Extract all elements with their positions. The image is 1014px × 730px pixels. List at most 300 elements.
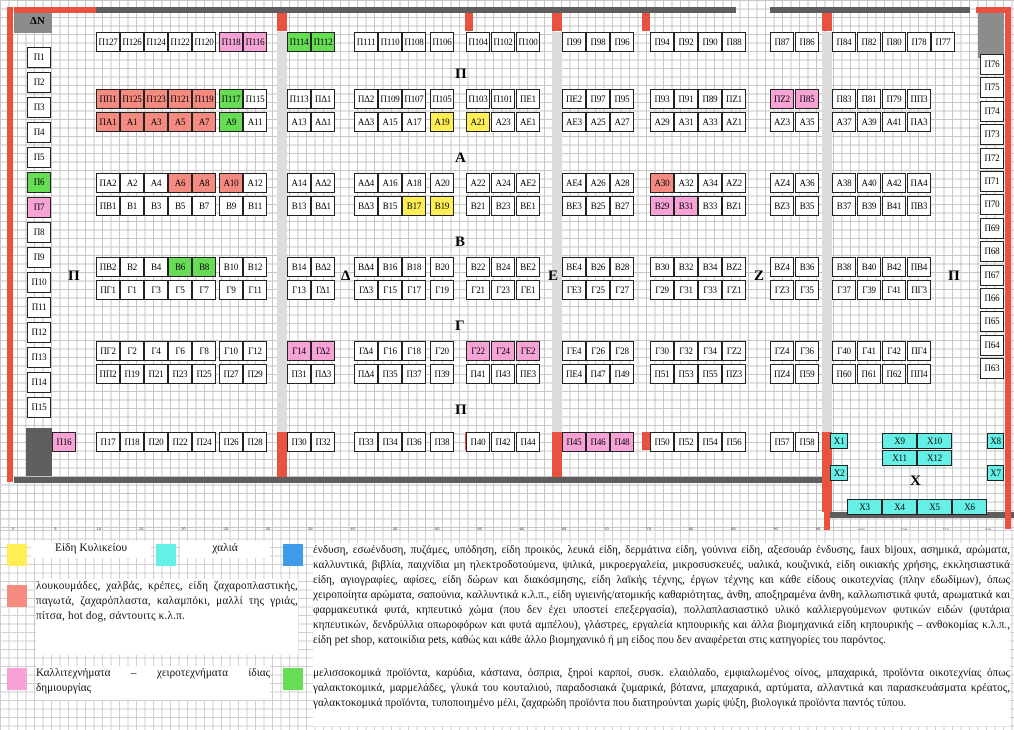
stall-Π27: Π27: [219, 364, 243, 384]
stall-Π38: Π38: [430, 432, 454, 452]
stall-Α11: Α11: [243, 112, 267, 132]
red-post-4: [552, 432, 562, 477]
stall-Β40: Β40: [857, 257, 881, 277]
stall-ΓΖ1: ΓΖ1: [722, 280, 746, 300]
ruler-tick-30: 30: [265, 526, 271, 530]
stall-Π45: Π45: [562, 432, 586, 452]
ruler-tick-70: 70: [604, 526, 609, 530]
stall-Π124: Π124: [144, 32, 168, 52]
stall-Π77: Π77: [931, 32, 955, 52]
stall-Π62: Π62: [882, 364, 906, 384]
stall-Β20: Β20: [430, 257, 454, 277]
stall-Π105: Π105: [430, 89, 454, 109]
stall-Β10: Β10: [219, 257, 243, 277]
stall-ΠΔ3: ΠΔ3: [311, 364, 335, 384]
stall-Α9: Α9: [219, 112, 243, 132]
stall-Χ12: Χ12: [917, 450, 952, 466]
stall-Α17: Α17: [402, 112, 426, 132]
stall-Π34: Π34: [378, 432, 402, 452]
stall-ΓΔ2: ΓΔ2: [311, 341, 335, 361]
stall-Α12: Α12: [243, 173, 267, 193]
stall-ΓΕ3: ΓΕ3: [562, 280, 586, 300]
stall-Β26: Β26: [586, 257, 610, 277]
stall-Π3: Π3: [27, 97, 51, 118]
stall-Γ33: Γ33: [698, 280, 722, 300]
stall-Π82: Π82: [857, 32, 881, 52]
stall-ΑΕ4: ΑΕ4: [562, 173, 586, 193]
stall-Π122: Π122: [168, 32, 192, 52]
stall-Π2: Π2: [27, 72, 51, 93]
stall-Χ2: Χ2: [830, 465, 848, 481]
stall-Π44: Π44: [516, 432, 540, 452]
top-fence: [96, 7, 736, 13]
legend-label-canteen: Είδη Κυλικείου: [31, 541, 151, 558]
stall-ΠΠ3: ΠΠ3: [907, 89, 931, 109]
stall-Γ5: Γ5: [168, 280, 192, 300]
stall-Γ10: Γ10: [219, 341, 243, 361]
stall-Γ23: Γ23: [491, 280, 515, 300]
stall-Π1: Π1: [27, 47, 51, 68]
stall-Β13: Β13: [287, 196, 311, 216]
bottom-wall-right: [824, 512, 830, 530]
stall-ΠΓ3: ΠΓ3: [907, 280, 931, 300]
stall-Π87: Π87: [770, 32, 794, 52]
stall-Π74: Π74: [980, 101, 1004, 122]
stall-ΠΖ1: ΠΖ1: [722, 89, 746, 109]
ruler-tick-60: 60: [519, 526, 525, 530]
stall-ΑΖ1: ΑΖ1: [722, 112, 746, 132]
stall-Π83: Π83: [832, 89, 856, 109]
ruler-tick-80: 80: [688, 526, 694, 530]
stall-Β3: Β3: [144, 196, 168, 216]
stall-Β34: Β34: [698, 257, 722, 277]
bottom-fence: [14, 477, 824, 483]
stall-Γ41: Γ41: [882, 280, 906, 300]
stall-Π114: Π114: [287, 32, 311, 52]
stall-ΠΒ1: ΠΒ1: [96, 196, 120, 216]
stall-Α37: Α37: [832, 112, 856, 132]
ruler-tick-90: 90: [773, 526, 778, 530]
stall-ΓΖ2: ΓΖ2: [722, 341, 746, 361]
stall-Π51: Π51: [650, 364, 674, 384]
stall-Π115: Π115: [243, 89, 267, 109]
stall-Π31: Π31: [287, 364, 311, 384]
stall-Π103: Π103: [466, 89, 490, 109]
stall-Α25: Α25: [586, 112, 610, 132]
stall-Γ21: Γ21: [466, 280, 490, 300]
stall-Α5: Α5: [168, 112, 192, 132]
stall-Π73: Π73: [980, 124, 1004, 145]
stall-Α34: Α34: [698, 173, 722, 193]
stall-ΑΔ3: ΑΔ3: [354, 112, 378, 132]
stall-Γ6: Γ6: [168, 341, 192, 361]
stall-Π89: Π89: [698, 89, 722, 109]
stall-Γ7: Γ7: [192, 280, 216, 300]
legend-swatch-yellow: [7, 544, 27, 566]
stall-ΑΕ2: ΑΕ2: [516, 173, 540, 193]
stall-Α3: Α3: [144, 112, 168, 132]
stall-ΒΖ3: ΒΖ3: [770, 196, 794, 216]
stall-Γ4: Γ4: [144, 341, 168, 361]
stall-Π36: Π36: [402, 432, 426, 452]
stall-ΓΔ1: ΓΔ1: [311, 280, 335, 300]
ruler-tick-0: 0: [12, 526, 15, 530]
stall-Α10: Α10: [219, 173, 243, 193]
stall-Π107: Π107: [402, 89, 426, 109]
section-label-b: Β: [455, 234, 466, 250]
legend-text-local-products: μελισσοκομικά προϊόντα, καρύδια, κάστανα, όσπρια, ξηροί καρποί, συσκ. ελαιόλαδο, εμφιαλωμένος οίνος, μπαχαρικά, προϊόντα οικοτεχνίας όπως γαλακτοκομικά, μαρμελάδες, γλυκά του κουταλιού, παραδοσιακά ζυμαρικά, βότανα, μπαχαρικά, αρτύματα, αλλαντικά και παρασκευάσματα κρέατος, γαλακτοκομικά προϊόντα, τυποποιημένο μέλι, ζαχαρώδη προϊόντα που διατηρούνται χωρίς ψύξη, βιολογικά προϊόντα παντός τύπου.: [313, 666, 1010, 726]
stall-Π4: Π4: [27, 122, 51, 143]
stall-ΒΕ2: ΒΕ2: [516, 257, 540, 277]
stall-Π26: Π26: [219, 432, 243, 452]
stall-ΑΔ1: ΑΔ1: [311, 112, 335, 132]
stall-Γ13: Γ13: [287, 280, 311, 300]
stall-Π85: Π85: [795, 89, 819, 109]
ruler-tick-15: 15: [138, 526, 144, 530]
stall-Β7: Β7: [192, 196, 216, 216]
stall-Α16: Α16: [378, 173, 402, 193]
stall-Γ31: Γ31: [674, 280, 698, 300]
stall-Α38: Α38: [832, 173, 856, 193]
stall-Γ1: Γ1: [120, 280, 144, 300]
stall-Α18: Α18: [402, 173, 426, 193]
stall-Π108: Π108: [402, 32, 426, 52]
stall-Β14: Β14: [287, 257, 311, 277]
stall-Π50: Π50: [650, 432, 674, 452]
stall-Β39: Β39: [857, 196, 881, 216]
stall-Π91: Π91: [674, 89, 698, 109]
stall-ΒΔ1: ΒΔ1: [311, 196, 335, 216]
ruler-tick-55: 55: [477, 526, 482, 530]
stall-Γ39: Γ39: [857, 280, 881, 300]
stall-ΠΕ2: ΠΕ2: [562, 89, 586, 109]
stall-ΠΕ1: ΠΕ1: [516, 89, 540, 109]
stall-Γ36: Γ36: [795, 341, 819, 361]
stall-Π64: Π64: [980, 335, 1004, 356]
stall-Β17: Β17: [402, 196, 426, 216]
stall-ΠΓ4: ΠΓ4: [907, 341, 931, 361]
stall-ΠΔ2: ΠΔ2: [354, 89, 378, 109]
stall-Γ2: Γ2: [120, 341, 144, 361]
stall-Π11: Π11: [27, 297, 51, 318]
stall-Π25: Π25: [192, 364, 216, 384]
stall-Π46: Π46: [586, 432, 610, 452]
stall-Β18: Β18: [402, 257, 426, 277]
ruler-tick-65: 65: [561, 526, 567, 530]
stall-Π55: Π55: [698, 364, 722, 384]
stall-Π69: Π69: [980, 218, 1004, 239]
stall-Π126: Π126: [120, 32, 144, 52]
stall-Α42: Α42: [882, 173, 906, 193]
stall-Β8: Β8: [192, 257, 216, 277]
ruler-tick-35: 35: [308, 526, 313, 530]
stall-Π121: Π121: [168, 89, 192, 109]
stall-Β33: Β33: [698, 196, 722, 216]
stall-Γ25: Γ25: [586, 280, 610, 300]
stall-Π39: Π39: [430, 364, 454, 384]
section-label-p-right: Π: [948, 268, 960, 284]
stall-Π75: Π75: [980, 77, 1004, 98]
stall-Π119: Π119: [192, 89, 216, 109]
stall-Π81: Π81: [857, 89, 881, 109]
stall-Π96: Π96: [610, 32, 634, 52]
stall-Α15: Α15: [378, 112, 402, 132]
stall-ΑΔ2: ΑΔ2: [311, 173, 335, 193]
stall-Γ28: Γ28: [610, 341, 634, 361]
stall-Π10: Π10: [27, 272, 51, 293]
stall-Α41: Α41: [882, 112, 906, 132]
stall-Π80: Π80: [882, 32, 906, 52]
stall-Γ34: Γ34: [698, 341, 722, 361]
stall-Β29: Β29: [650, 196, 674, 216]
stall-Π30: Π30: [287, 432, 311, 452]
stall-Π24: Π24: [192, 432, 216, 452]
stall-Π116: Π116: [243, 32, 267, 52]
stall-ΓΕ4: ΓΕ4: [562, 341, 586, 361]
stall-Π8: Π8: [27, 222, 51, 243]
stall-Π17: Π17: [96, 432, 120, 452]
stall-Π67: Π67: [980, 265, 1004, 286]
stall-Π53: Π53: [674, 364, 698, 384]
ruler-tick-10: 10: [96, 526, 102, 530]
stall-Π117: Π117: [219, 89, 243, 109]
stall-ΓΖ3: ΓΖ3: [770, 280, 794, 300]
stall-ΠΖ3: ΠΖ3: [722, 364, 746, 384]
stall-Α13: Α13: [287, 112, 311, 132]
stall-Π40: Π40: [466, 432, 490, 452]
stall-Π123: Π123: [144, 89, 168, 109]
stall-ΒΕ1: ΒΕ1: [516, 196, 540, 216]
stall-ΠΖ2: ΠΖ2: [770, 89, 794, 109]
stall-Π18: Π18: [120, 432, 144, 452]
stall-Γ19: Γ19: [430, 280, 454, 300]
section-label-d: Δ: [341, 268, 351, 284]
stall-Β21: Β21: [466, 196, 490, 216]
stall-Γ26: Γ26: [586, 341, 610, 361]
stall-Π14: Π14: [27, 372, 51, 393]
red-post-5: [822, 13, 832, 31]
stall-Π13: Π13: [27, 347, 51, 368]
stall-ΠΠ1: ΠΠ1: [96, 89, 120, 109]
stall-Β27: Β27: [610, 196, 634, 216]
stall-Π102: Π102: [491, 32, 515, 52]
stall-Π127: Π127: [96, 32, 120, 52]
stall-Γ22: Γ22: [466, 341, 490, 361]
stall-Α27: Α27: [610, 112, 634, 132]
stall-Π21: Π21: [144, 364, 168, 384]
stall-Α35: Α35: [795, 112, 819, 132]
stall-ΒΖ2: ΒΖ2: [722, 257, 746, 277]
stall-Β9: Β9: [219, 196, 243, 216]
stall-Π56: Π56: [722, 432, 746, 452]
legend-swatch-cyan: [156, 544, 176, 566]
stall-ΓΔ3: ΓΔ3: [354, 280, 378, 300]
stall-Π42: Π42: [491, 432, 515, 452]
stall-ΠΖ4: ΠΖ4: [770, 364, 794, 384]
stall-Β15: Β15: [378, 196, 402, 216]
stall-ΠΒ2: ΠΒ2: [96, 257, 120, 277]
stall-Γ24: Γ24: [491, 341, 515, 361]
stall-Π61: Π61: [857, 364, 881, 384]
stall-Γ3: Γ3: [144, 280, 168, 300]
stall-Π33: Π33: [354, 432, 378, 452]
stall-Γ30: Γ30: [650, 341, 674, 361]
stall-Χ3: Χ3: [847, 499, 882, 515]
stall-ΒΔ4: ΒΔ4: [354, 257, 378, 277]
stall-Π41: Π41: [466, 364, 490, 384]
stall-Χ11: Χ11: [882, 450, 917, 466]
stall-Π106: Π106: [430, 32, 454, 52]
stall-ΠΕ3: ΠΕ3: [516, 364, 540, 384]
ruler-tick-105: 105: [900, 527, 907, 530]
stall-Γ9: Γ9: [219, 280, 243, 300]
stall-ΠΠ2: ΠΠ2: [96, 364, 120, 384]
stall-ΑΖ3: ΑΖ3: [770, 112, 794, 132]
ruler-tick-75: 75: [646, 526, 651, 530]
aisle-column-3: [822, 32, 832, 477]
section-label-p-bottom: Π: [455, 402, 467, 418]
section-label-p-top: Π: [455, 66, 467, 82]
stall-Π54: Π54: [698, 432, 722, 452]
stall-Π70: Π70: [980, 194, 1004, 215]
stall-ΠΓ1: ΠΓ1: [96, 280, 120, 300]
stall-Α36: Α36: [795, 173, 819, 193]
stall-Π88: Π88: [722, 32, 746, 52]
stall-Γ8: Γ8: [192, 341, 216, 361]
stall-ΠΒ3: ΠΒ3: [907, 196, 931, 216]
left-wall: [7, 7, 13, 482]
stall-Β4: Β4: [144, 257, 168, 277]
stall-Π92: Π92: [674, 32, 698, 52]
stall-Χ10: Χ10: [917, 433, 952, 449]
stall-Χ5: Χ5: [917, 499, 952, 515]
stall-ΠΑ1: ΠΑ1: [96, 112, 120, 132]
stall-Χ9: Χ9: [882, 433, 917, 449]
ruler-tick-5: 5: [54, 526, 57, 530]
stall-Π16: Π16: [52, 432, 76, 452]
stall-Β38: Β38: [832, 257, 856, 277]
stall-Π111: Π111: [354, 32, 378, 52]
stall-Χ1: Χ1: [830, 433, 848, 449]
stall-Π9: Π9: [27, 247, 51, 268]
stall-ΒΕ3: ΒΕ3: [562, 196, 586, 216]
ruler-tick-100: 100: [858, 527, 865, 530]
red-post-9: [642, 13, 650, 31]
stall-Β35: Β35: [795, 196, 819, 216]
red-post-10: [642, 432, 650, 450]
stall-Γ20: Γ20: [430, 341, 454, 361]
stall-Γ14: Γ14: [287, 341, 311, 361]
stall-Α26: Α26: [586, 173, 610, 193]
stall-Π12: Π12: [27, 322, 51, 343]
stall-Α19: Α19: [430, 112, 454, 132]
legend-text-food: λουκουμάδες, χαλβάς, κρέπες, είδη ζαχαροπλαστικής, παγωτά, ζαχαρόπλαστα, καλαμπόκι, μαλλί της γριάς, πίτσα, hot dog, σάντουιτς κ.λ.π.: [36, 579, 298, 655]
stall-Β16: Β16: [378, 257, 402, 277]
red-post-1: [277, 13, 287, 31]
legend-text-general-goods: ένδυση, εσωένδυση, πυζάμες, υπόδηση, είδη προικός, λευκά είδη, δερμάτινα είδη, γούνινα είδη, αξεσουάρ ένδυσης, faux bijoux, ασημικά, αρώματα, καλλυντικά, βιβλία, παιχνίδια μη ηλεκτροδοτούμενα, ψιλικά, μικροεργαλεία, μικροσυσκευές, υαλικά, κουζινικά, είδη οικιακής χρήσης, εκκλησιαστικά είδη, αγιογραφίες, αφίσες, είδη δώρων και διακόσμησης, είδη λαϊκής τέχνης, έργων τέχνης και κάθε είδους οικοτεχνίας (πλην εδωδίμων), όπως χειροποίητα αρώματα, σαπούνια, καλλυντικά κ.λ.π., είδη υγιεινής/ατομικής καθαριότητας, άνθη, αποξηραμένα άνθη, καλλωπιστικά φυτά, αρωματικά και φαρμακευτικά φυτά, κηπευτικό χώμα (που δεν έχει υποστεί επεξεργασία), πολλαπλασιαστικό υλικό καλλιεργούμενων φυτικών ειδών (φυτάρια κηπευτικών, δενδρύλλια οπωροφόρων και φυτά αμπέλου), γλάστρες, εργαλεία κηπουρικής και άλλα βιομηχανικά είδη κηπουρικής – ανθοκομίας κ.λ.π., είδη pet shop, κατοικίδια pets, καθώς και κάθε άλλο βιομηχανικό ή μη είδος που δεν αναφέρεται στις κατηγορίες του παρόντος.: [313, 543, 1010, 667]
red-post-3: [552, 13, 562, 31]
stall-ΓΖ4: ΓΖ4: [770, 341, 794, 361]
stall-Π35: Π35: [378, 364, 402, 384]
red-post-7: [465, 13, 473, 31]
stall-ΑΕ1: ΑΕ1: [516, 112, 540, 132]
stall-Π98: Π98: [586, 32, 610, 52]
stall-Β6: Β6: [168, 257, 192, 277]
stall-Π104: Π104: [466, 32, 490, 52]
stall-Χ6: Χ6: [952, 499, 987, 515]
stall-ΠΔ1: ΠΔ1: [311, 89, 335, 109]
stall-Γ18: Γ18: [402, 341, 426, 361]
stall-Α20: Α20: [430, 173, 454, 193]
stall-Α22: Α22: [466, 173, 490, 193]
stall-Π95: Π95: [610, 89, 634, 109]
stall-Π84: Π84: [832, 32, 856, 52]
stall-ΠΒ4: ΠΒ4: [907, 257, 931, 277]
stall-Π15: Π15: [27, 397, 51, 418]
aisle-column-2: [552, 32, 562, 477]
ruler-tick-110: 110: [942, 527, 949, 530]
stall-Π101: Π101: [491, 89, 515, 109]
stall-Π90: Π90: [698, 32, 722, 52]
ruler-tick-25: 25: [223, 526, 228, 530]
stall-Γ15: Γ15: [378, 280, 402, 300]
stall-Β19: Β19: [430, 196, 454, 216]
ruler-tick-20: 20: [181, 526, 186, 530]
legend-swatch-pink: [7, 668, 27, 690]
stall-Α21: Α21: [466, 112, 490, 132]
stall-Π47: Π47: [586, 364, 610, 384]
stall-Π49: Π49: [610, 364, 634, 384]
stall-Β41: Β41: [882, 196, 906, 216]
stall-Π37: Π37: [402, 364, 426, 384]
stall-Π93: Π93: [650, 89, 674, 109]
stall-Π28: Π28: [243, 432, 267, 452]
stall-Β36: Β36: [795, 257, 819, 277]
stall-Π97: Π97: [586, 89, 610, 109]
section-label-e: Ε: [548, 268, 559, 284]
stall-Π58: Π58: [795, 432, 819, 452]
right-wall: [1005, 7, 1011, 529]
stall-Χ8: Χ8: [987, 433, 1004, 449]
top-fence-right: [770, 7, 970, 13]
ruler-tick-40: 40: [350, 526, 355, 530]
stall-Χ4: Χ4: [882, 499, 917, 515]
stall-Π118: Π118: [219, 32, 243, 52]
stall-Γ40: Γ40: [832, 341, 856, 361]
stall-Π86: Π86: [795, 32, 819, 52]
ruler-tick-50: 50: [435, 526, 440, 530]
stall-Γ35: Γ35: [795, 280, 819, 300]
stall-Β25: Β25: [586, 196, 610, 216]
stall-Π29: Π29: [243, 364, 267, 384]
stall-Β42: Β42: [882, 257, 906, 277]
stall-Π113: Π113: [287, 89, 311, 109]
stall-Γ32: Γ32: [674, 341, 698, 361]
stall-Β1: Β1: [120, 196, 144, 216]
section-label-delta-n: ΔΝ: [30, 15, 45, 27]
ruler-tick-115: 115: [984, 527, 992, 530]
stall-ΠΠ4: ΠΠ4: [907, 364, 931, 384]
stall-Π63: Π63: [980, 358, 1004, 379]
stall-Α6: Α6: [168, 173, 192, 193]
stall-Π20: Π20: [144, 432, 168, 452]
stall-ΒΔ2: ΒΔ2: [311, 257, 335, 277]
stall-Π7: Π7: [27, 197, 51, 218]
stall-Α39: Α39: [857, 112, 881, 132]
section-label-g: Γ: [455, 318, 465, 334]
stall-Β37: Β37: [832, 196, 856, 216]
stall-Α2: Α2: [120, 173, 144, 193]
